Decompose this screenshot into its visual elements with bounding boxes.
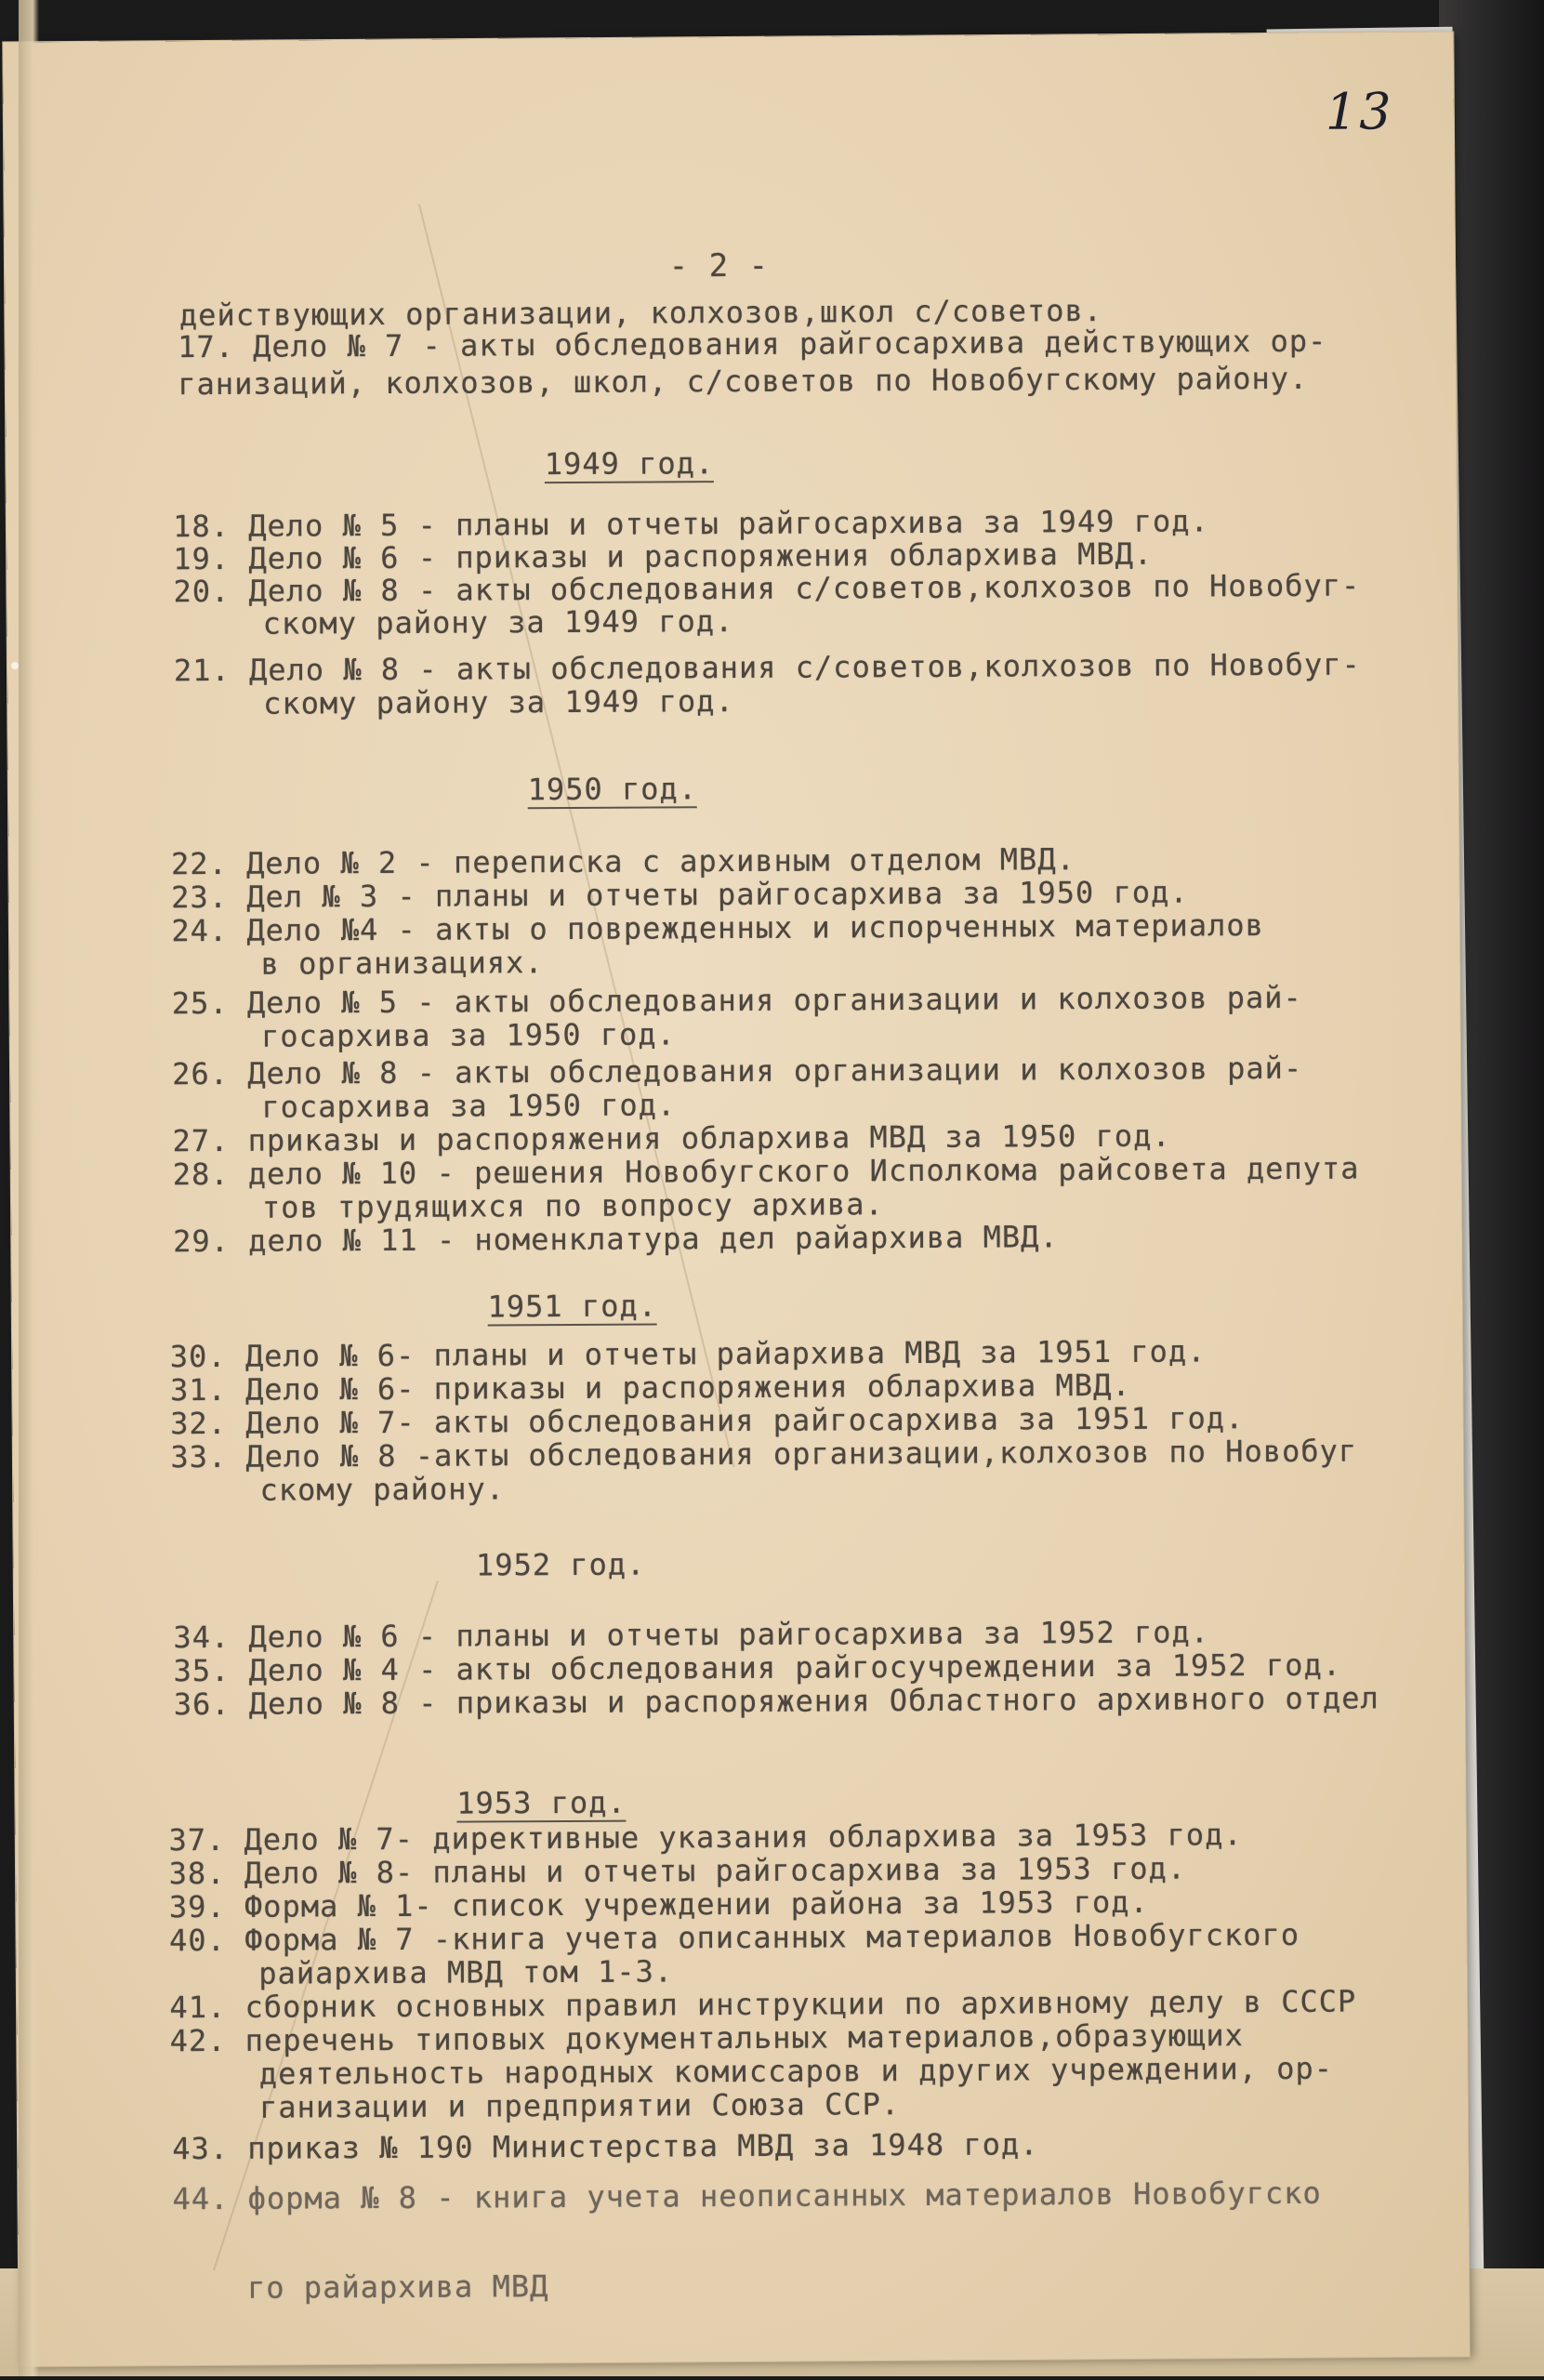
text-line: госархива за 1950 год. <box>260 1016 676 1054</box>
text-line: 37. Дело № 7- директивные указания облархива за 1953 год. <box>168 1817 1243 1858</box>
year-heading: 1953 год. <box>456 1784 627 1821</box>
text-line: ганизации и предприятии Союза ССР. <box>258 2086 901 2125</box>
text-line: 20. Дело № 8 - акты обследования с/советов,колхозов по Новобуг- <box>173 567 1361 610</box>
text-line: 24. Дело №4 - акты о поврежденных и испорченных материалов <box>171 907 1264 949</box>
text-line: действующих организации, колхозов,школ с/советов. <box>178 292 1103 334</box>
text-line: 23. Дел № 3 - планы и отчеты райгосархива за 1950 год. <box>171 874 1189 916</box>
text-line: скому району. <box>259 1471 506 1508</box>
text-line: райархива МВД том 1-3. <box>258 1953 674 1991</box>
year-heading: 1949 год. <box>544 445 715 483</box>
text-line: 44. форма № 8 - книга учета неописанных материалов Новобугско <box>172 2175 1322 2217</box>
text-line: скому району за 1949 год. <box>262 603 734 641</box>
text-line: 18. Дело № 5 - планы и отчеты райгосархива за 1949 год. <box>173 503 1209 545</box>
text-line: 34. Дело № 6 - планы и отчеты райгосархива за 1952 год. <box>173 1614 1210 1656</box>
text-line: тов трудящихся по вопросу архива. <box>261 1186 884 1225</box>
text-line: деятельность народных комиссаров и других учреждении, ор- <box>258 2050 1334 2092</box>
text-line: 27. приказы и распоряжения облархива МВД за 1950 год. <box>172 1117 1171 1159</box>
text-line: 21. Дело № 8 - акты обследования с/советов,колхозов по Новобуг- <box>173 646 1361 689</box>
text-line: 43. приказ № 190 Министерства МВД за 1948 год. <box>172 2126 1039 2167</box>
text-line: 25. Дело № 5 - акты обследования организации и колхозов рай- <box>171 979 1302 1022</box>
text-line: скому району за 1949 год. <box>263 683 734 721</box>
text-line: 32. Дело № 7- акты обследования райгосархива за 1951 год. <box>170 1400 1245 1442</box>
text-line: 39. Форма № 1- список учреждении района за 1953 год. <box>168 1884 1149 1925</box>
year-heading: 1952 год. <box>475 1546 646 1583</box>
text-line: 17. Дело № 7 - акты обследования райгосархива действующих ор- <box>178 323 1327 365</box>
page-number: 13 <box>1325 82 1393 141</box>
text-line: 42. перечень типовых документальных материалов,образующих <box>169 2017 1244 2059</box>
text-line: 36. Дело № 8 - приказы и распоряжения Областного архивного отдел <box>173 1680 1379 1723</box>
year-heading: 1950 год. <box>527 771 698 808</box>
year-heading: 1951 год. <box>487 1288 658 1325</box>
text-line: в организациях. <box>260 945 544 982</box>
text-line: 35. Дело № 4 - акты обследования райгосучреждении за 1952 год. <box>173 1646 1342 1689</box>
text-line: 28. дело № 10 - решения Новобугского Исполкома райсовета депута <box>172 1150 1360 1193</box>
text-line: 41. сборник основных правил инструкции по архивному делу в СССР <box>169 1983 1357 2026</box>
text-line: госархива за 1950 год. <box>261 1087 677 1125</box>
text-line: 38. Дело № 8- планы и отчеты райгосархива за 1953 год. <box>168 1850 1187 1892</box>
text-line: 40. Форма № 7 -книга учета описанных материалов Новобугского <box>169 1916 1300 1959</box>
text-line: 29. дело № 11 - номенклатура дел райархива МВД. <box>173 1219 1059 1260</box>
text-line: 30. Дело № 6- планы и отчеты райархива МВД за 1951 год. <box>169 1333 1207 1375</box>
text-line: 31. Дело № 6- приказы и распоряжения облархива МВД. <box>169 1367 1131 1408</box>
text-line: 19. Дело № 6 - приказы и распоряжения облархива МВД. <box>173 536 1154 577</box>
page-marker: - 2 - <box>668 246 770 285</box>
text-line: го райархива МВД <box>246 2268 549 2306</box>
text-line: 22. Дело № 2 - переписка с архивным отделом МВД. <box>170 841 1076 882</box>
text-line: 26. Дело № 8 - акты обследования организации и колхозов рай- <box>172 1050 1303 1092</box>
text-line: ганизаций, колхозов, школ, с/советов по Новобугскому району. <box>178 360 1309 403</box>
text-line: 33. Дело № 8 -акты обследования организации,колхозов по Новобуг <box>170 1433 1358 1475</box>
